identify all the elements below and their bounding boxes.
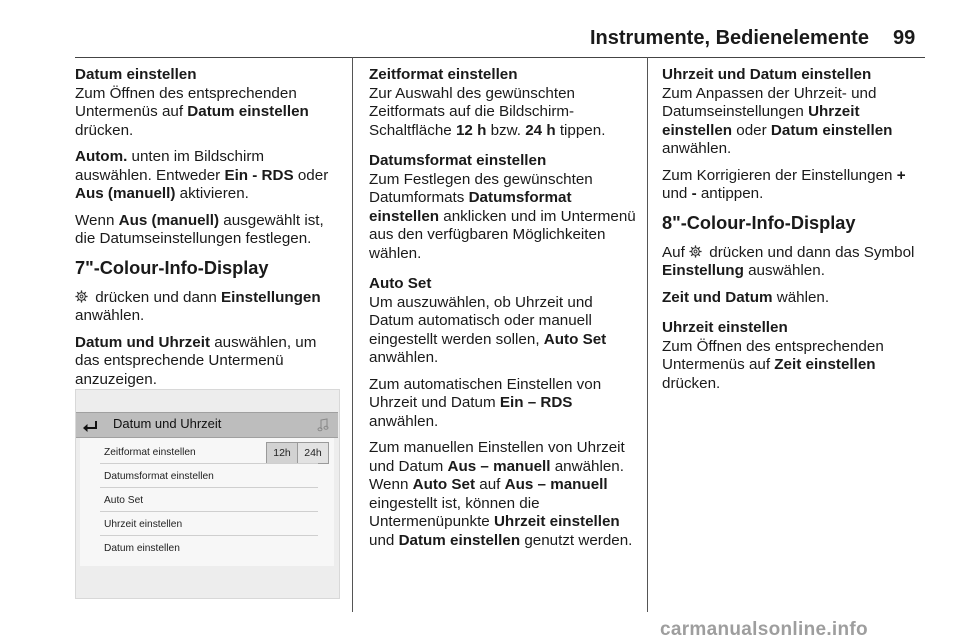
settings-gear-icon xyxy=(75,290,88,303)
heading-auto-set: Auto Set xyxy=(369,275,432,292)
paragraph: Um auszuwählen, ob Uhrzeit und Datum automatisch oder manuell eingestellt werden sollen, Auto Set anwählen. xyxy=(369,293,607,366)
column-rule-1 xyxy=(352,57,353,612)
heading-uhrzeit-und-datum: Uhrzeit und Datum einstellen xyxy=(662,66,872,83)
paragraph: Datum und Uhrzeit auswählen, um das entsprechende Untermenü anzuzeigen. xyxy=(75,333,317,388)
heading-zeitformat: Zeitformat einstellen xyxy=(369,66,518,83)
screen-title-bar xyxy=(76,412,338,438)
menu-item-zeitformat[interactable]: Zeitformat einstellen 12h 24h xyxy=(100,440,318,464)
header-rule xyxy=(75,57,925,58)
heading-8-colour-info-display: 8"-Colour-Info-Display xyxy=(662,212,856,233)
settings-gear-icon xyxy=(689,245,702,258)
heading-datumsformat: Datumsformat einstellen xyxy=(369,152,547,169)
paragraph: drücken und dann Einstellungen anwählen. xyxy=(75,288,321,324)
paragraph: Zum Anpassen der Uhrzeit- und Datumseinstellungen Uhrzeit einstellen oder Datum einstellen anwählen. xyxy=(662,84,893,157)
seg-24h[interactable]: 24h xyxy=(304,447,322,459)
menu-item-datum[interactable]: Datum einstellen xyxy=(104,543,180,554)
paragraph: Auf drücken und dann das Symbol Einstellung auswählen. xyxy=(662,243,915,279)
screen-title: Datum und Uhrzeit xyxy=(113,416,222,431)
heading-uhrzeit-einstellen: Uhrzeit einstellen xyxy=(662,319,788,336)
watermark: carmanualsonline.info xyxy=(660,619,868,640)
paragraph: Wenn Aus (manuell) ausgewählt ist, die Datumseinstellungen festlegen. xyxy=(75,211,324,247)
paragraph: Zur Auswahl des gewünschten Zeitformats auf die Bildschirm-Schaltfläche 12 h bzw. 24 h tippen. xyxy=(369,84,606,139)
paragraph: Zum Öffnen des entsprechenden Untermenüs auf Datum einstellen drücken. xyxy=(75,84,309,139)
paragraph: Zum Öffnen des entsprechenden Untermenüs auf Zeit einstellen drücken. xyxy=(662,337,884,392)
paragraph: Zum manuellen Einstellen von Uhrzeit und Datum Aus – manuell anwählen. Wenn Auto Set auf Aus – manuell eingestellt ist, können die Untermenüpunkte Uhrzeit einstellen und Datum einstellen genutzt werden. xyxy=(369,439,633,549)
menu-item-auto-set[interactable]: Auto Set xyxy=(100,488,318,512)
heading-datum-einstellen: Datum einstellen xyxy=(75,66,197,83)
music-note-icon xyxy=(317,418,329,432)
menu-item-uhrzeit[interactable]: Uhrzeit einstellen xyxy=(100,512,318,536)
page-number: 99 xyxy=(893,27,916,49)
paragraph: Zum Festlegen des gewünschten Datumformats Datumsformat einstellen anklicken und im Untermenü aus den verfügbaren Möglichkeiten wählen. xyxy=(369,170,636,262)
page-header-title: Instrumente, Bedienelemente xyxy=(590,27,869,49)
paragraph: Autom. unten im Bildschirm auswählen. Entweder Ein - RDS oder Aus (manuell) aktivieren. xyxy=(75,148,329,202)
paragraph: Zum Korrigieren der Einstellungen + und - antippen. xyxy=(662,166,906,202)
column-1 xyxy=(75,66,345,397)
infotainment-screenshot xyxy=(75,389,340,599)
paragraph: Zum automatischen Einstellen von Uhrzeit und Datum Ein – RDS anwählen. xyxy=(369,375,602,430)
column-3 xyxy=(662,66,932,401)
column-2 xyxy=(369,66,641,558)
menu-item-datumsformat[interactable]: Datumsformat einstellen xyxy=(100,464,318,488)
seg-12h[interactable]: 12h xyxy=(267,443,298,463)
back-arrow-icon xyxy=(82,418,98,432)
screen-menu-panel xyxy=(80,438,334,566)
column-rule-2 xyxy=(647,57,648,612)
heading-7-colour-info-display: 7"-Colour-Info-Display xyxy=(75,257,269,278)
time-format-toggle[interactable] xyxy=(266,442,329,464)
paragraph: Zeit und Datum wählen. xyxy=(662,288,830,306)
